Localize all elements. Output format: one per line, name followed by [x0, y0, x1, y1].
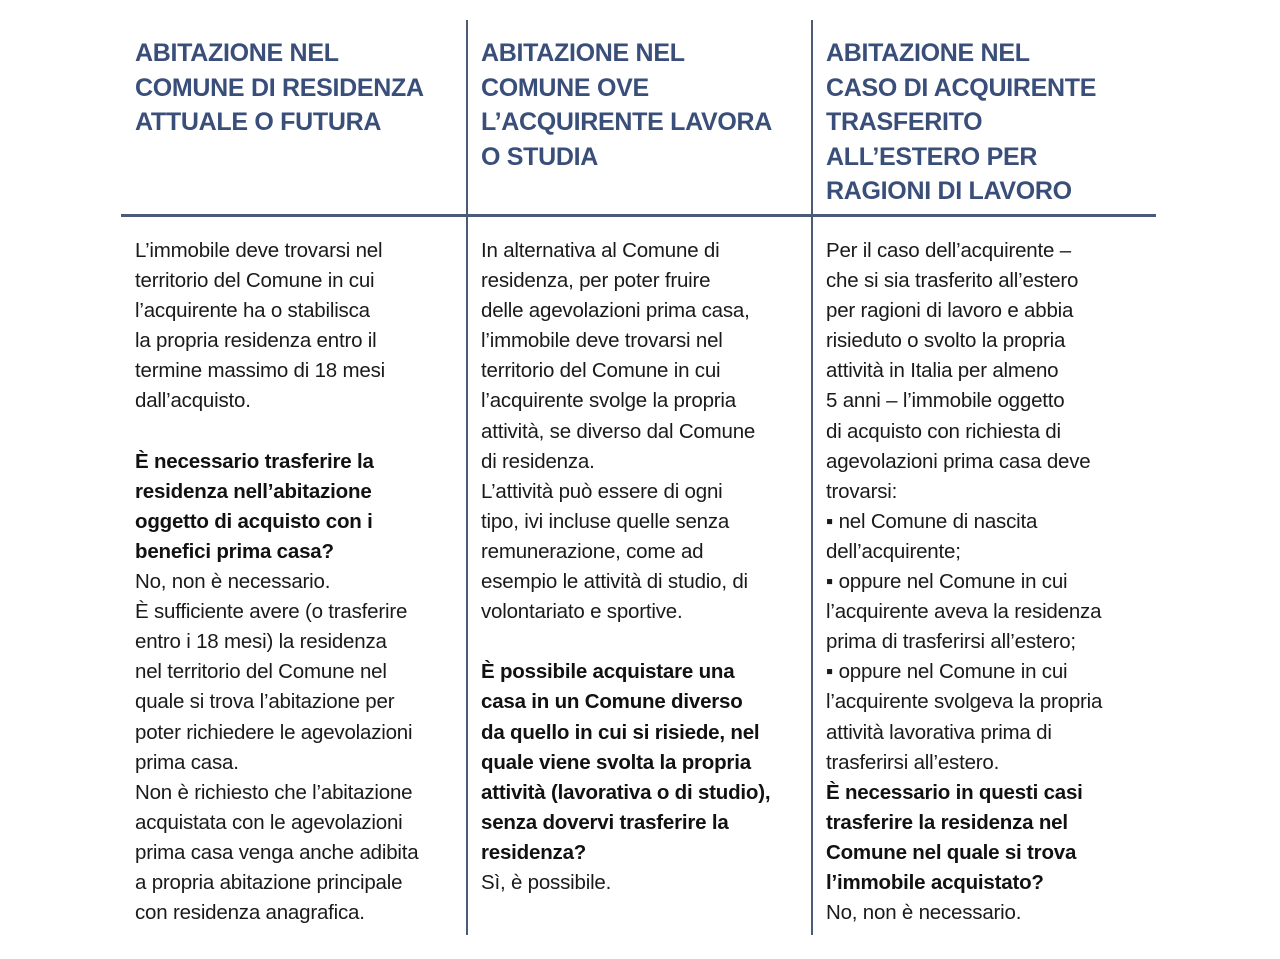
question-text: È possibile acquistare una casa in un Comune diverso da quello in cui si risiede, nel quale viene svolta la propria attività (lavorativa o di studio), senza dovervi trasferire la residenza?: [481, 660, 771, 864]
comparison-table: [121, 20, 1156, 935]
column-heading: ABITAZIONE NEL COMUNE OVE L’ACQUIRENTE LAVORA O STUDIA: [481, 39, 773, 171]
column-residenza: [121, 20, 466, 935]
answer-text: Sì, è possibile.: [481, 870, 612, 894]
question-text: È necessario in questi casi trasferire la residenza nel Comune nel quale si trova l’immobile acquistato?: [826, 780, 1083, 894]
column-heading: ABITAZIONE NEL COMUNE DI RESIDENZA ATTUALE O FUTURA: [135, 39, 424, 136]
column-body: [813, 236, 1152, 928]
column-body: [468, 236, 807, 898]
column-estero: [811, 20, 1156, 935]
paragraph-gap: [135, 417, 462, 447]
question-text: È necessario trasferire la residenza nell’abitazione oggetto di acquisto con i benefici prima casa?: [135, 449, 374, 563]
intro-paragraph: In alternativa al Comune di residenza, per poter fruire delle agevolazioni prima casa, l’immobile deve trovarsi nel territorio del Comune in cui l’acquirente svolge la propria attività, se diverso dal Comune di residenza. L’attività può essere di ogni tipo, ivi incluse quelle senza remunerazione, come ad esempio le attività di studio, di volontariato e sportive.: [481, 239, 756, 624]
intro-paragraph: Per il caso dell’acquirente – che si sia trasferito all’estero per ragioni di lavoro e abbia risieduto o svolto la propria attività in Italia per almeno 5 anni – l’immobile oggetto di acquisto con richiesta di agevolazioni prima casa deve trovarsi: ▪ nel Comune di nascita dell’acquirente; ▪ oppure nel Comune in cui l’acquirente aveva la residenza prima di trasferirsi all’estero; ▪ oppure nel Comune in cui l’acquirente svolgeva la propria attività lavorativa prima di trasferirsi all’estero.: [826, 239, 1103, 774]
column-heading: ABITAZIONE NEL CASO DI ACQUIRENTE TRASFERITO ALL’ESTERO PER RAGIONI DI LAVORO: [826, 39, 1097, 205]
answer-text: No, non è necessario.: [826, 901, 1022, 925]
answer-text: No, non è necessario. È sufficiente avere (o trasferire entro i 18 mesi) la residenza nel territorio del Comune nel quale si trova l’abitazione per poter richiedere le agevolazioni prima casa. Non è richiesto che l’abitazione acquistata con le agevolazioni prima casa venga anche adibita a propria abitazione principale con residenza anagrafica.: [135, 570, 419, 925]
paragraph-gap: [481, 627, 807, 657]
column-lavoro-studio: [466, 20, 811, 935]
column-body: [121, 236, 462, 928]
intro-paragraph: L’immobile deve trovarsi nel territorio del Comune in cui l’acquirente ha o stabilisca la propria residenza entro il termine massimo di 18 mesi dall’acquisto.: [135, 239, 385, 413]
header-divider: [121, 214, 1156, 217]
